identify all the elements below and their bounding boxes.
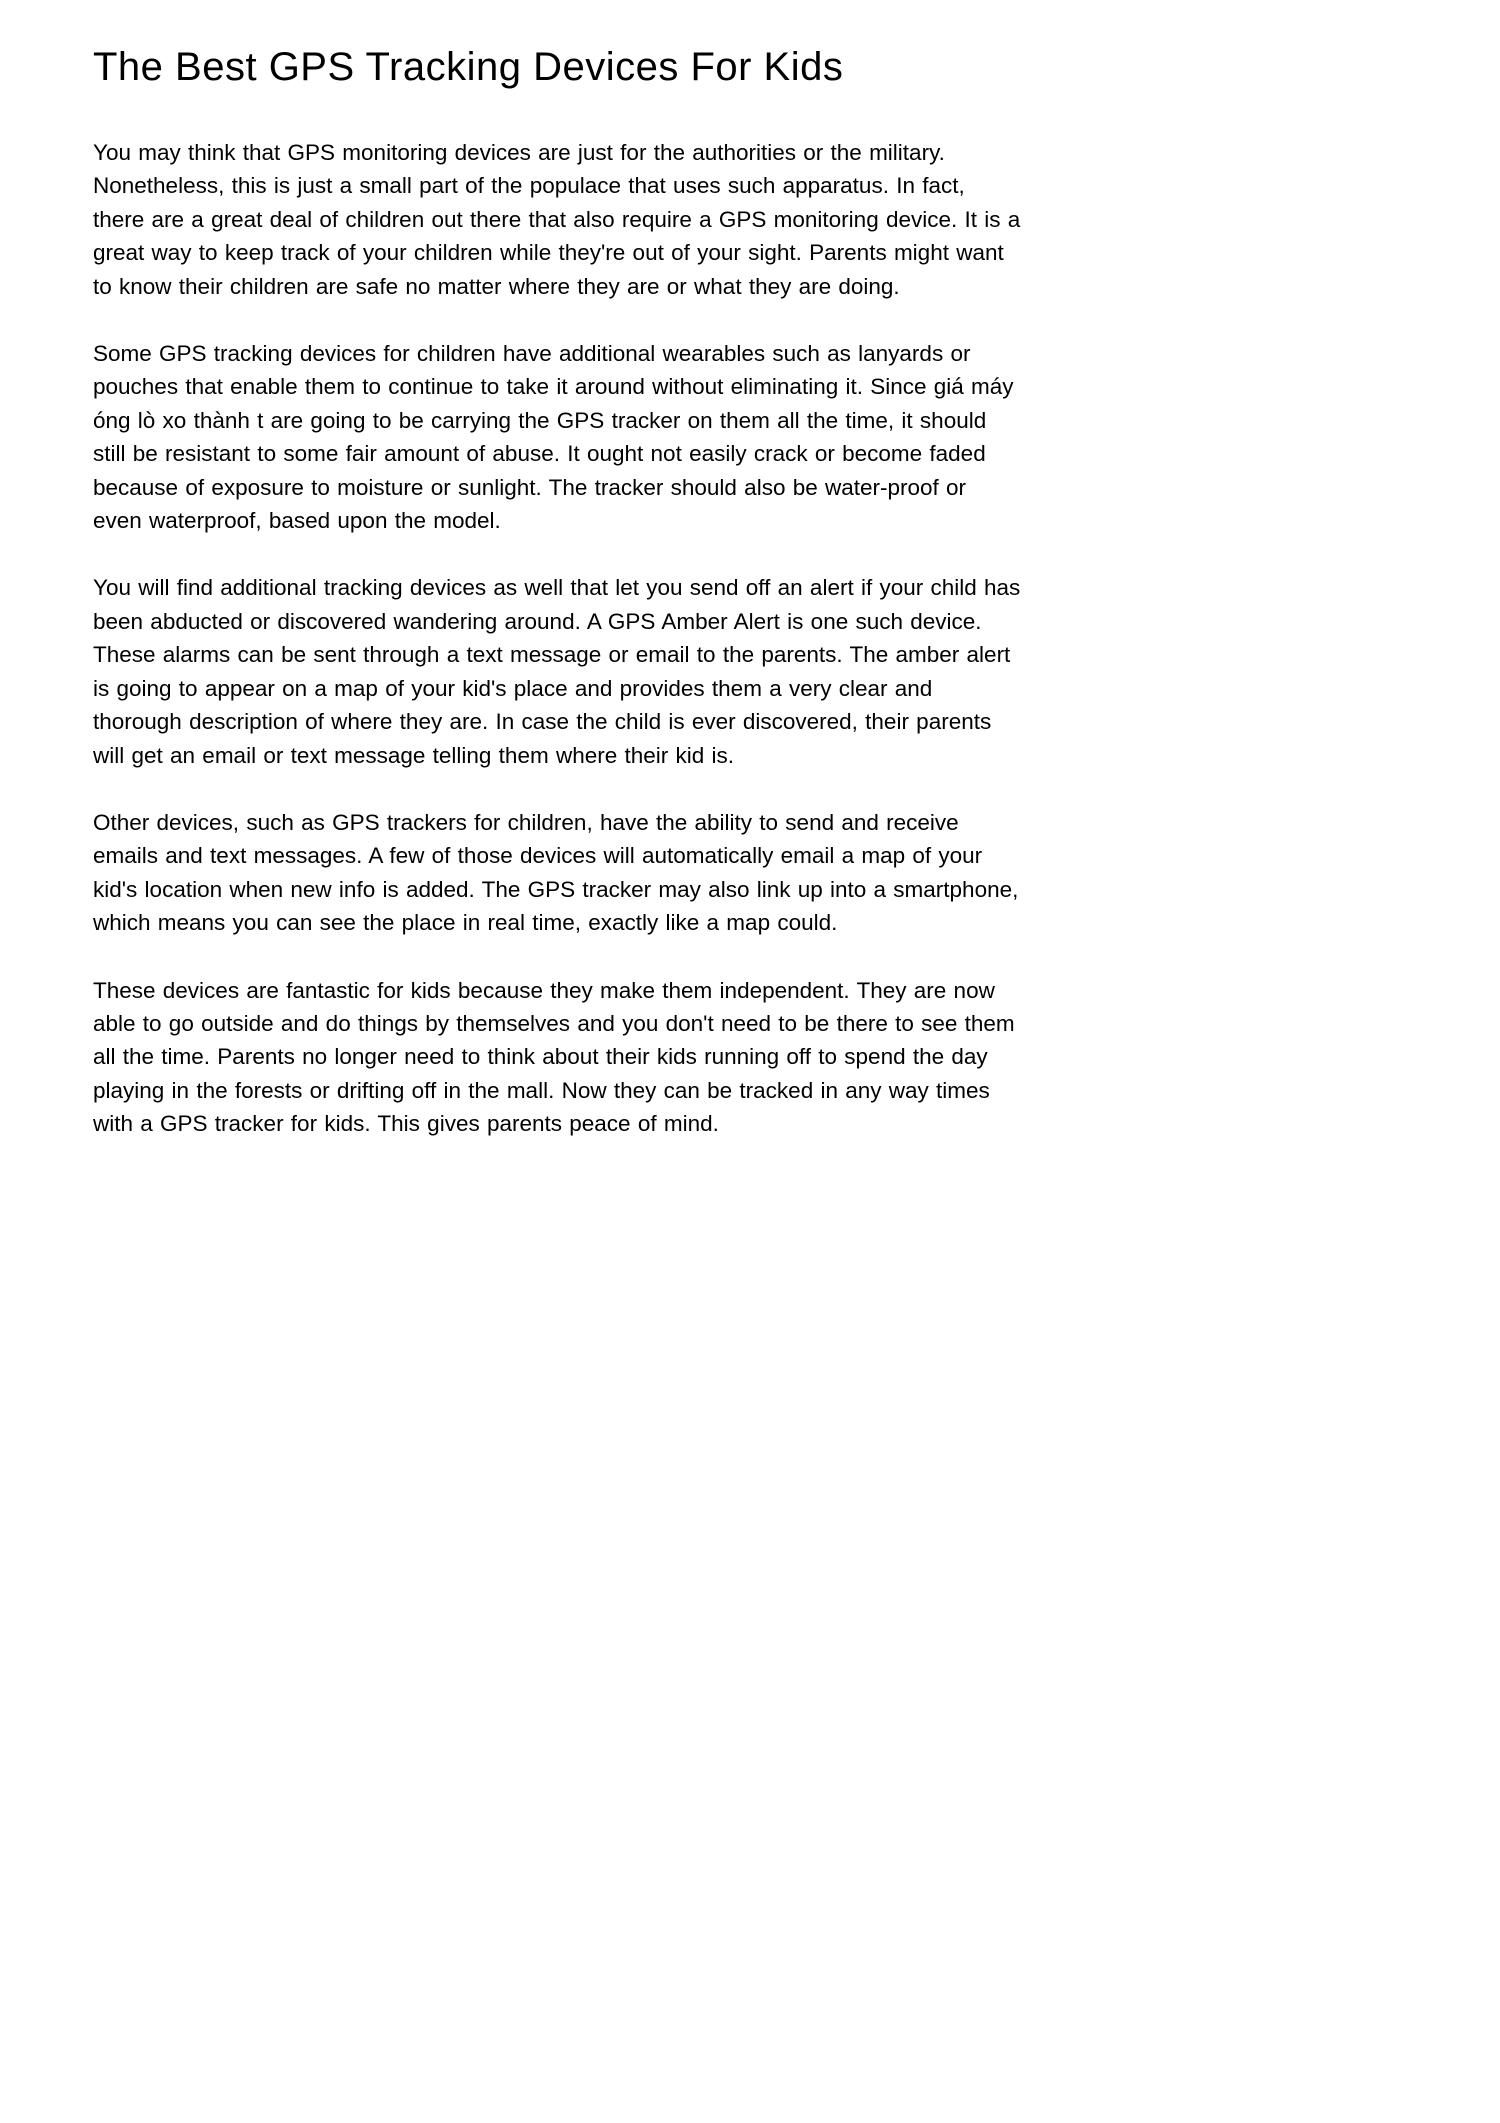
paragraph-intro: You may think that GPS monitoring devices are just for the authorities or the military. Nonetheless, this is just a small part of the populace that uses such apparatus. In fact, there are a great deal of children out there that also require a GPS monitoring device. It is a great way to keep track of your children while they're out of your sight. Parents might want to know their children are safe no matter where they are or what they are doing. [93,140,1021,299]
paragraph-other-devices: Other devices, such as GPS trackers for children, have the ability to send and receive emails and text messages. A few of those devices will automatically email a map of your kid's location when new info is added. The GPS tracker may also link up into a smartphone, which means you can see the place in real time, exactly like a map could. [93,809,1019,936]
paragraph-amber-alert: You will find additional tracking devices as well that let you send off an alert if your child has been abducted or discovered wandering around. A GPS Amber Alert is one such device. These alarms can be sent through a text message or email to the parents. The amber alert is going to appear on a map of your kid's place and provides them a very clear and thorough description of where they are. In case the child is ever discovered, their parents will get an email or text message telling them where their kid is. [93,575,1021,768]
paragraph-wearables: Some GPS tracking devices for children have additional wearables such as lanyards or pouches that enable them to continue to take it around without eliminating it. Since giá máy óng lò xo thành t are going to be carrying the GPS tracker on them all the time, it should still be resistant to some fair amount of abuse. It ought not easily crack or become faded because of exposure to moisture or sunlight. The tracker should also be water-proof or even waterproof, based upon the model. [93,341,1014,534]
paragraph-conclusion: These devices are fantastic for kids because they make them independent. They are now able to go outside and do things by themselves and you don't need to be there to see them all the time. Parents no longer need to think about their kids running off to spend the day playing in the forests or drifting off in the mall. Now they can be tracked in any way times with a GPS tracker for kids. This gives parents peace of mind. [93,977,1015,1137]
document-content [93,44,1021,1175]
page-title: The Best GPS Tracking Devices For Kids [93,45,844,89]
